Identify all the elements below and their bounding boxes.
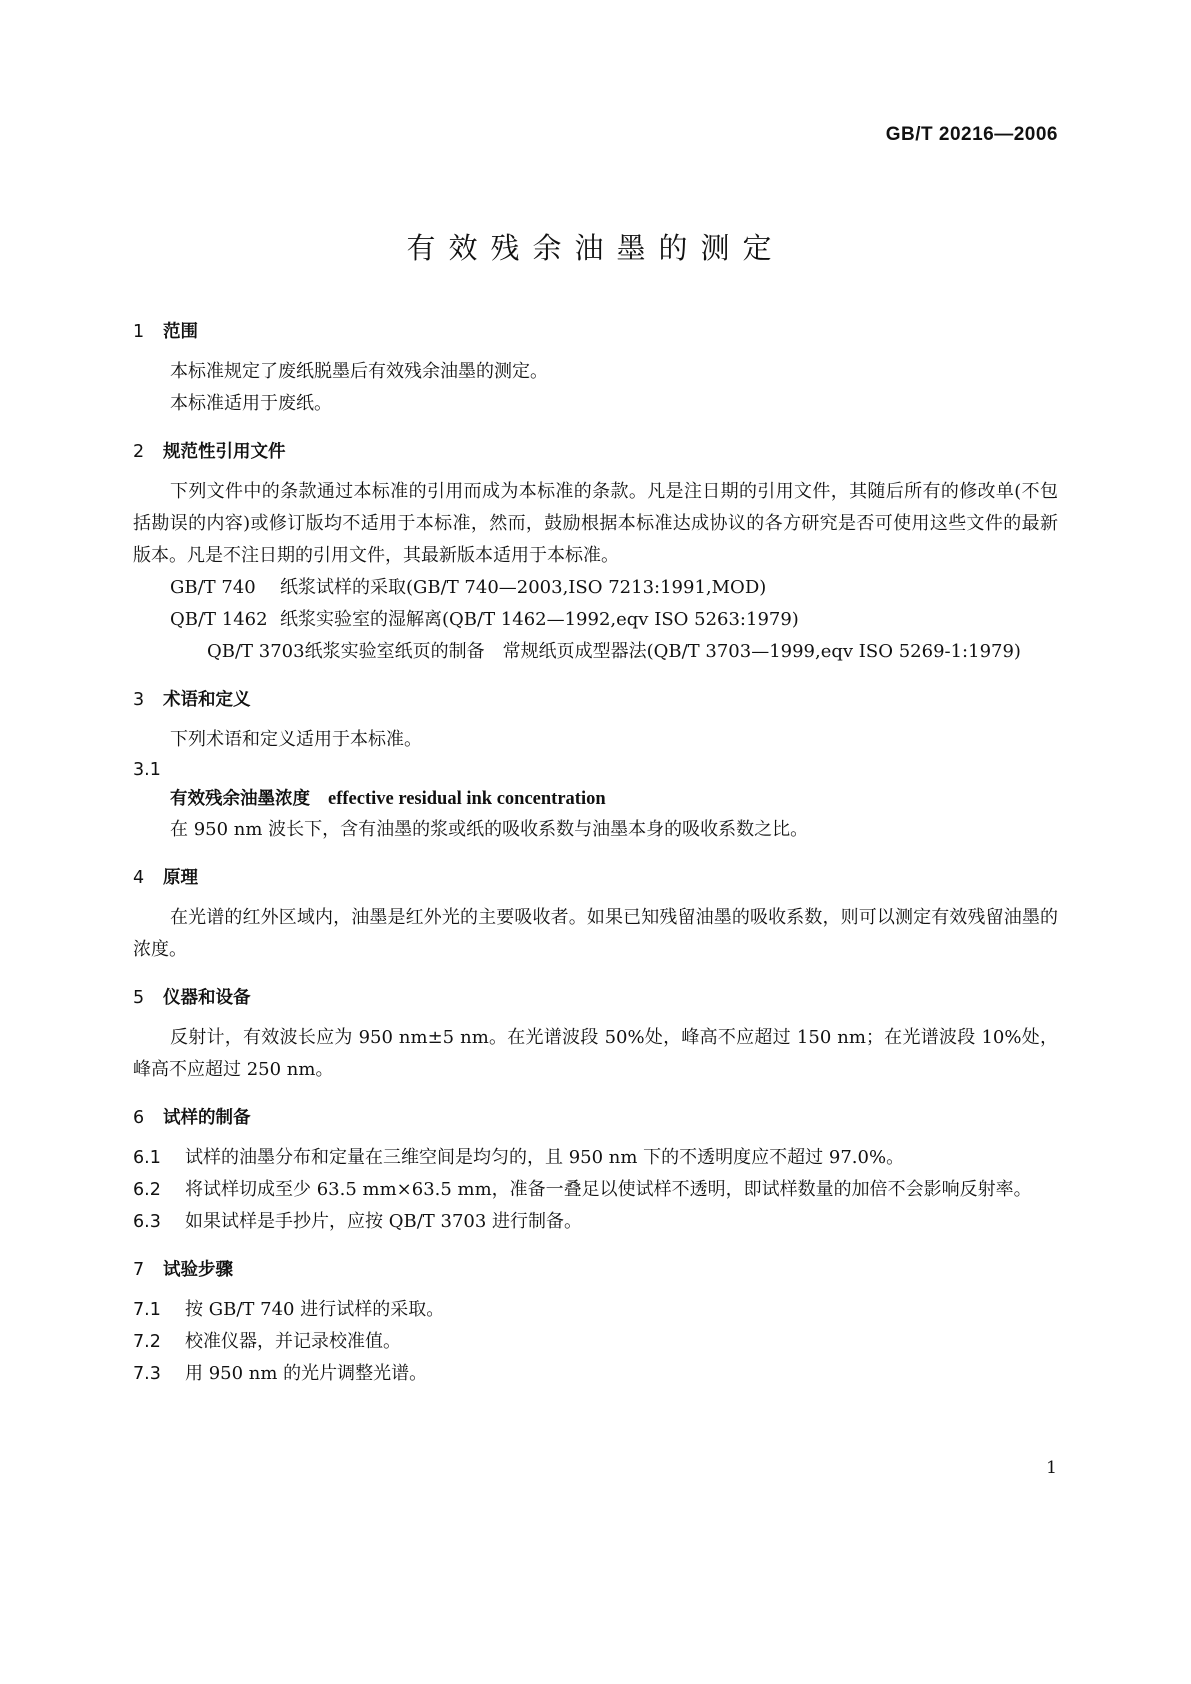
standard-number: GB/T 20216—2006 [885,124,1058,145]
clause-number: 6.3 [133,1212,161,1232]
clause-number: 7.2 [133,1332,161,1352]
document-body [133,318,1058,1390]
paragraph: 下列术语和定义适用于本标准。 [170,729,422,750]
paragraph: 在光谱的红外区域内，油墨是红外光的主要吸收者。如果已知残留油墨的吸收系数，则可以测定有效残留油墨的浓度。 [133,907,1058,960]
term-definition: 在 950 nm 波长下，含有油墨的浆或纸的吸收系数与油墨本身的吸收系数之比。 [170,819,809,840]
clause-text: 校准仪器，并记录校准值。 [185,1331,401,1352]
section-title: 原理 [163,868,198,888]
section-title: 试验步骤 [163,1260,233,1280]
subclause-number: 3.1 [133,760,161,780]
section-title: 仪器和设备 [163,988,251,1008]
clause-text: 按 GB/T 740 进行试样的采取。 [185,1299,445,1320]
section-number: 6 [133,1108,145,1128]
reference-item [133,636,1058,668]
reference-code: QB/T 1462 [170,609,268,630]
clause-item [133,1142,1058,1174]
section-heading-5 [133,984,1058,1012]
reference-text: 纸浆试样的采取(GB/T 740—2003,ISO 7213:1991,MOD) [280,577,767,598]
paragraph: 本标准适用于废纸。 [170,393,332,414]
clause-text: 试样的油墨分布和定量在三维空间是均匀的，且 950 nm 下的不透明度应不超过 97.0%。 [185,1147,905,1168]
reference-item [133,572,1058,604]
clause-item [133,1294,1058,1326]
section-heading-2 [133,438,1058,466]
section-title: 术语和定义 [163,690,251,710]
section-heading-6 [133,1104,1058,1132]
reference-text: 纸浆实验室的湿解离(QB/T 1462—1992,eqv ISO 5263:1979) [280,609,799,630]
clause-number: 7.3 [133,1364,161,1384]
clause-item [133,1174,1058,1206]
clause-item [133,1206,1058,1238]
reference-code: QB/T 3703 [207,641,305,662]
section-number: 4 [133,868,145,888]
term-english: effective residual ink concentration [328,789,606,809]
clause-number: 7.1 [133,1300,161,1320]
section-title: 规范性引用文件 [163,442,286,462]
clause-text: 如果试样是手抄片，应按 QB/T 3703 进行制备。 [185,1211,583,1232]
term-entry [133,784,1058,814]
section-heading-7 [133,1256,1058,1284]
section-number: 3 [133,690,145,710]
clause-number: 6.2 [133,1180,161,1200]
section-number: 7 [133,1260,145,1280]
section-number: 2 [133,442,145,462]
section-number: 5 [133,988,145,1008]
term-chinese: 有效残余油墨浓度 [170,789,310,809]
reference-item [133,604,1058,636]
paragraph: 反射计，有效波长应为 950 nm±5 nm。在光谱波段 50%处，峰高不应超过 150 nm；在光谱波段 10%处，峰高不应超过 250 nm。 [133,1027,1058,1080]
section-title: 范围 [163,322,198,342]
clause-text: 将试样切成至少 63.5 mm×63.5 mm，准备一叠足以使试样不透明，即试样数量的加倍不会影响反射率。 [185,1179,1032,1200]
clause-number: 6.1 [133,1148,161,1168]
clause-text: 用 950 nm 的光片调整光谱。 [185,1363,428,1384]
clause-item [133,1326,1058,1358]
document-title: 有效残余油墨的测定 [406,231,785,265]
section-heading-3 [133,686,1058,714]
clause-item [133,1358,1058,1390]
reference-code: GB/T 740 [170,577,256,598]
paragraph: 下列文件中的条款通过本标准的引用而成为本标准的条款。凡是注日期的引用文件，其随后所有的修改单(不包括勘误的内容)或修订版均不适用于本标准，然而，鼓励根据本标准达成协议的各方研究是否可使用这些文件的最新版本。凡是不注日期的引用文件，其最新版本适用于本标准。 [133,481,1058,566]
reference-text: 纸浆实验室纸页的制备 常规纸页成型器法(QB/T 3703—1999,eqv ISO 5269-1:1979) [304,641,1021,662]
page-number: 1 [1046,1458,1057,1478]
section-title: 试样的制备 [163,1108,251,1128]
paragraph: 本标准规定了废纸脱墨后有效残余油墨的测定。 [170,361,548,382]
section-heading-4 [133,864,1058,892]
section-number: 1 [133,322,145,342]
section-heading-1 [133,318,1058,346]
